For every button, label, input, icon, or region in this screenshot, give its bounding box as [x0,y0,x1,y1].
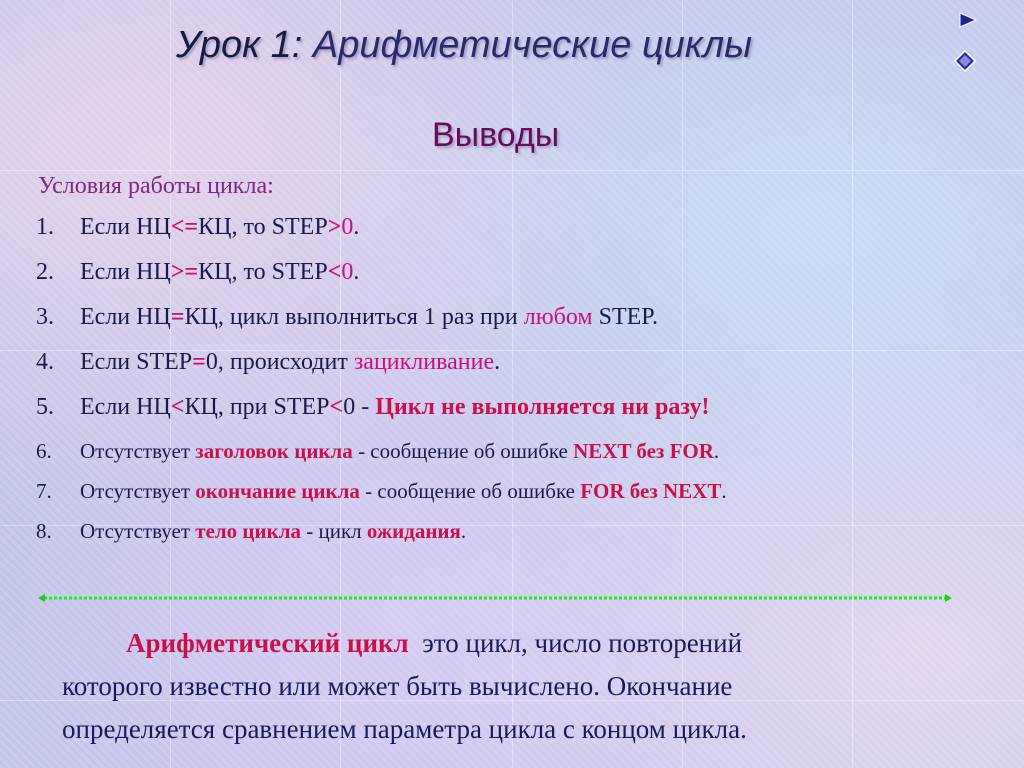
item-number: 1. [36,214,54,240]
operator: > [327,214,342,240]
item-text [80,304,658,331]
text-part: Если STEP [80,349,193,375]
operator: < [329,394,344,420]
play-arrow-icon[interactable] [958,12,978,28]
definition-line: определяется сравнением параметра цикла с концом цикла. [62,714,747,744]
text-part: 0 - [343,394,376,420]
item-number: 7. [36,479,52,503]
text-part: КЦ, то STEP [198,259,328,285]
item-number: 4. [36,349,54,375]
highlight-text: Цикл не выполняется ни разу! [375,394,710,420]
text-part: Отсутствует [80,439,196,463]
item-text [80,349,500,376]
decorative-separator [38,593,952,603]
item-text [80,439,719,464]
text-part: КЦ, цикл выполниться 1 раз при [184,304,524,330]
intro-text: Условия работы цикла: [38,173,274,199]
item-number: 6. [36,439,52,463]
highlight-text: тело цикла [195,519,301,543]
text-part: 0 [341,214,354,240]
text-part: Если НЦ [80,214,171,240]
text-part: Если НЦ [80,259,171,285]
text-part: 0 [341,259,354,285]
item-text [80,519,466,544]
operator: >= [170,259,199,285]
text-part: - сообщение об ошибке [352,439,574,463]
text-part: Отсутствует [80,519,196,543]
text-part: . [460,519,467,543]
highlight-text: NEXT без FOR [573,439,714,463]
highlight-text: любом [523,304,593,330]
operator: = [192,349,206,375]
item-text [80,259,359,286]
highlight-text: FOR без NEXT [580,479,722,503]
item-number: 8. [36,519,52,543]
text-part: Если НЦ [80,394,171,420]
text-part: КЦ, то STEP [198,214,328,240]
text-part: Отсутствует [80,479,196,503]
operator: = [170,304,185,330]
text-part: . [353,259,360,285]
text-part: - цикл [301,519,367,543]
definition-line [62,622,962,665]
slide-title [176,24,752,67]
text-part: КЦ, при STEP [184,394,330,420]
definition-line: которого известно или может быть вычислено. Окончание [62,671,733,701]
title-main: Арифметические циклы [312,24,753,66]
item-text [80,479,727,504]
highlight-text: ожидания [366,519,461,543]
title-prefix: Урок 1: [176,24,313,66]
text-part: 0, происходит [205,349,354,375]
definition-term: Арифметический цикл [126,628,409,658]
item-number: 5. [36,394,54,420]
item-number: 3. [36,304,54,330]
text-part: . [353,214,360,240]
definition-text: это цикл, число повторений [408,628,743,658]
text-part: . [713,439,720,463]
definition-block [62,622,962,751]
highlight-text: заголовок цикла [195,439,353,463]
text-part: STEP. [592,304,658,330]
text-part: - сообщение об ошибке [359,479,581,503]
operator: <= [170,214,199,240]
operator: < [327,259,342,285]
text-part: . [494,349,501,375]
item-text [80,394,709,421]
highlight-text: зацикливание [353,349,495,375]
item-number: 2. [36,259,54,285]
text-part: . [721,479,727,503]
background-gridline [0,170,1024,171]
diamond-icon[interactable] [954,50,976,72]
text-part: Если НЦ [80,304,171,330]
highlight-text: окончание цикла [195,479,360,503]
slide-subtitle: Выводы [432,116,560,154]
item-text [80,214,359,241]
operator: < [170,394,185,420]
